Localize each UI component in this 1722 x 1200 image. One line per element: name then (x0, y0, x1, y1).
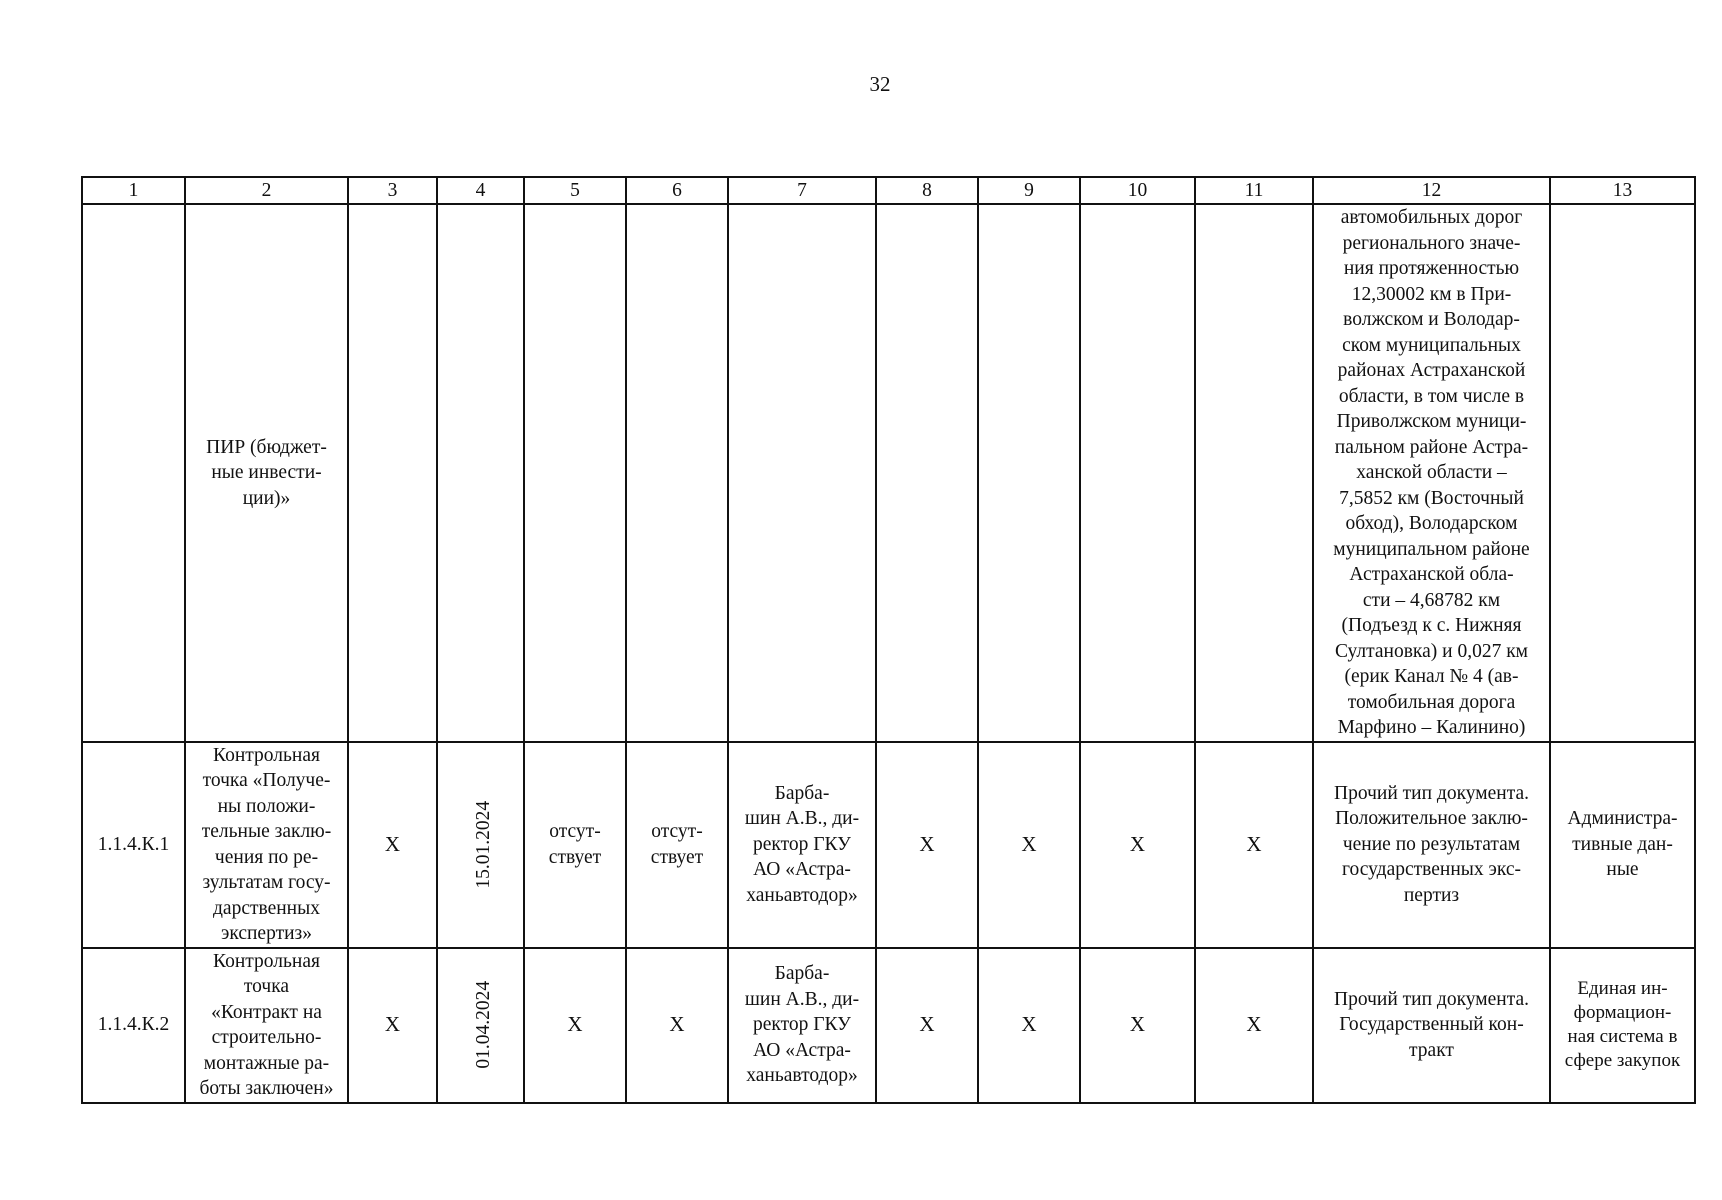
continuation-row (82, 204, 1695, 742)
x-mark-cell: X (348, 742, 437, 948)
table-cell (728, 204, 876, 742)
plan-table (81, 176, 1696, 1104)
x-mark-cell: X (978, 948, 1080, 1103)
continuation-document-cell: автомобильных дорог регионального значе- ния протяженностью 12,30002 км в При- волжском и Володар- ском муниципальных районах Астраханской области, в том числе в Приволжском муници- пальном районе Астра- ханской области – 7,5852 км (Восточный обход), Володарском муниципальном районе Астраханской обла- сти – 4,68782 км (Подъезд к с. Нижняя Султановка) и 0,027 км (ерик Канал № 4 (ав- томобильная дорога Марфино – Калинино) (1313, 204, 1550, 742)
date-text: 15.01.2024 (473, 800, 495, 889)
header-row (82, 177, 1695, 204)
x-mark-cell: X (626, 948, 728, 1103)
table-cell (626, 204, 728, 742)
x-mark-cell: X (876, 742, 978, 948)
table-cell (1080, 204, 1195, 742)
header-cell: 1 (82, 177, 185, 204)
page-number: 32 (869, 72, 891, 96)
date-cell (437, 742, 524, 948)
table-cell (1195, 204, 1313, 742)
header-cell: 3 (348, 177, 437, 204)
document-type-cell: Прочий тип документа. Государственный кон- тракт (1313, 948, 1550, 1103)
checkpoint-name-cell: Контрольная точка «Контракт на строительно- монтажные ра- боты заключен» (185, 948, 348, 1103)
x-mark-cell: X (348, 948, 437, 1103)
header-cell: 8 (876, 177, 978, 204)
x-mark-cell: X (1195, 948, 1313, 1103)
header-cell: 13 (1550, 177, 1695, 204)
x-mark-cell: X (978, 742, 1080, 948)
header-cell: 6 (626, 177, 728, 204)
source-cell: Единая ин- формацион- ная система в сфере закупок (1550, 948, 1695, 1103)
row-number-cell: 1.1.4.К.1 (82, 742, 185, 948)
header-cell: 12 (1313, 177, 1550, 204)
table-cell (437, 204, 524, 742)
x-mark-cell: X (876, 948, 978, 1103)
responsible-cell: Барба- шин А.В., ди- ректор ГКУ АО «Астра- ханьавтодор» (728, 948, 876, 1103)
header-cell: 9 (978, 177, 1080, 204)
table-cell: отсут- ствует (626, 742, 728, 948)
continuation-name-cell: ПИР (бюджет- ные инвести- ции)» (185, 204, 348, 742)
header-cell: 2 (185, 177, 348, 204)
checkpoint-name-cell: Контрольная точка «Получе- ны положи- тельные заклю- чения по ре- зультатам госу- дарственных экспертиз» (185, 742, 348, 948)
date-text: 01.04.2024 (473, 981, 495, 1069)
header-cell: 7 (728, 177, 876, 204)
header-cell: 11 (1195, 177, 1313, 204)
table-cell (1550, 204, 1695, 742)
x-mark-cell: X (1080, 948, 1195, 1103)
table-cell (82, 204, 185, 742)
table-cell (524, 204, 626, 742)
document-type-cell: Прочий тип документа. Положительное заклю- чение по результатам государственных экс- пертиз (1313, 742, 1550, 948)
x-mark-cell: X (1195, 742, 1313, 948)
header-cell: 10 (1080, 177, 1195, 204)
table-row (82, 742, 1695, 948)
table-row (82, 948, 1695, 1103)
table-cell (348, 204, 437, 742)
table-cell (978, 204, 1080, 742)
x-mark-cell: X (524, 948, 626, 1103)
date-cell (437, 948, 524, 1103)
header-cell: 4 (437, 177, 524, 204)
table-cell (876, 204, 978, 742)
header-cell: 5 (524, 177, 626, 204)
row-number-cell: 1.1.4.К.2 (82, 948, 185, 1103)
responsible-cell: Барба- шин А.В., ди- ректор ГКУ АО «Астра- ханьавтодор» (728, 742, 876, 948)
table-cell: отсут- ствует (524, 742, 626, 948)
source-cell: Администра- тивные дан- ные (1550, 742, 1695, 948)
x-mark-cell: X (1080, 742, 1195, 948)
